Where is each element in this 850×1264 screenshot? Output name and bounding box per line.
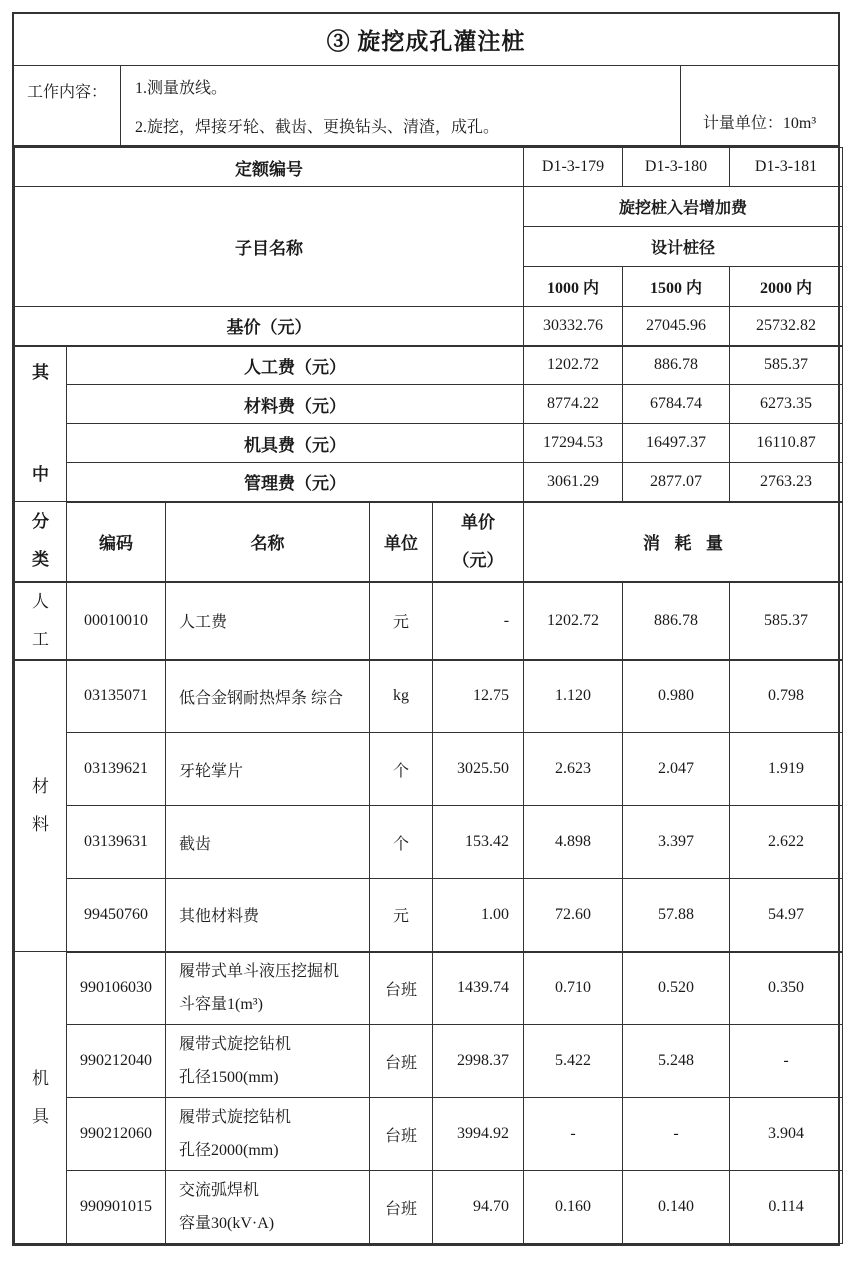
- subitem-group-row: [15, 187, 843, 227]
- base-price-row: [15, 307, 843, 346]
- item-price: 3994.92: [433, 1098, 524, 1171]
- item-spec: 孔径1500(mm): [179, 1069, 279, 1086]
- item-price: 12.75: [433, 660, 524, 733]
- quota-table: [14, 147, 843, 1244]
- item-name-line: 履带式单斗液压挖掘机: [179, 963, 340, 981]
- item-code: 990106030: [67, 952, 166, 1025]
- item-unit: 元: [370, 879, 433, 952]
- breakdown-row-labor: [15, 346, 843, 385]
- machine-row-1: [15, 952, 843, 1025]
- category-material: [15, 660, 67, 952]
- breakdown-row-management: [15, 463, 843, 502]
- material-row-1: [15, 660, 843, 733]
- machine-row-3: [15, 1098, 843, 1171]
- item-spec: 斗容量1(m³): [179, 996, 263, 1014]
- item-consumption: 3.904: [730, 1098, 843, 1171]
- measure-unit-label: 计量单位：: [702, 115, 783, 132]
- machine-row-2: [15, 1025, 843, 1098]
- detail-header-row: [15, 502, 843, 582]
- item-consumption: 5.248: [623, 1025, 730, 1098]
- detail-header-unit: 单位: [370, 502, 433, 582]
- item-spec: 孔径2000(mm): [179, 1142, 279, 1159]
- item-code: 99450760: [67, 879, 166, 952]
- quota-code-2: D1-3-180: [623, 148, 730, 187]
- category-header-char-2: 类: [32, 550, 49, 570]
- work-content-label: 工作内容：: [14, 66, 121, 145]
- breakdown-value: 585.37: [730, 346, 843, 385]
- item-consumption: 1202.72: [524, 582, 623, 660]
- item-consumption: 1.919: [730, 733, 843, 806]
- item-price: 153.42: [433, 806, 524, 879]
- breakdown-label: 管理费（元）: [67, 463, 524, 502]
- quota-code-1: D1-3-179: [524, 148, 623, 187]
- measure-unit: [681, 66, 838, 145]
- item-consumption: 0.798: [730, 660, 843, 733]
- item-consumption: 0.710: [524, 952, 623, 1025]
- breakdown-value: 886.78: [623, 346, 730, 385]
- breakdown-value: 6273.35: [730, 385, 843, 424]
- material-row-4: [15, 879, 843, 952]
- breakdown-value: 8774.22: [524, 385, 623, 424]
- material-char-1: 材: [32, 776, 49, 796]
- breakdown-label: 材料费（元）: [67, 385, 524, 424]
- item-name: 牙轮掌片: [166, 733, 370, 806]
- work-content-row: [14, 66, 838, 147]
- item-name: [166, 952, 370, 1025]
- quota-sheet: [12, 12, 840, 1246]
- item-name: 人工费: [166, 582, 370, 660]
- price-header-line-2: （元）: [452, 550, 504, 570]
- breakdown-label: 人工费（元）: [67, 346, 524, 385]
- item-consumption: 0.350: [730, 952, 843, 1025]
- quota-code-3: D1-3-181: [730, 148, 843, 187]
- breakdown-value: 2877.07: [623, 463, 730, 502]
- item-consumption: 5.422: [524, 1025, 623, 1098]
- breakdown-row-machine: [15, 424, 843, 463]
- material-row-3: [15, 806, 843, 879]
- item-consumption: -: [623, 1098, 730, 1171]
- detail-header-name: 名称: [166, 502, 370, 582]
- breakdown-label: 机具费（元）: [67, 424, 524, 463]
- detail-header-price: [433, 502, 524, 582]
- material-row-2: [15, 733, 843, 806]
- breakdown-value: 17294.53: [524, 424, 623, 463]
- item-consumption: 72.60: [524, 879, 623, 952]
- item-name: [166, 1098, 370, 1171]
- item-consumption: 2.622: [730, 806, 843, 879]
- quota-number-row: [15, 148, 843, 187]
- item-consumption: 0.114: [730, 1171, 843, 1244]
- item-consumption: 2.047: [623, 733, 730, 806]
- breakdown-value: 6784.74: [623, 385, 730, 424]
- breakdown-value: 16497.37: [623, 424, 730, 463]
- item-unit: 台班: [370, 1171, 433, 1244]
- breakdown-char-1: 其: [32, 362, 49, 382]
- item-name: 其他材料费: [166, 879, 370, 952]
- item-name-line: 履带式旋挖钻机: [179, 1109, 292, 1126]
- spec-2: 1500 内: [623, 267, 730, 307]
- category-machine: [15, 952, 67, 1244]
- item-consumption: 0.140: [623, 1171, 730, 1244]
- item-consumption: 886.78: [623, 582, 730, 660]
- item-code: 03139631: [67, 806, 166, 879]
- item-price: 2998.37: [433, 1025, 524, 1098]
- detail-header-consumption: 消耗量: [524, 502, 843, 582]
- category-labor: [15, 582, 67, 660]
- subitem-label: 子目名称: [15, 187, 524, 307]
- labor-row: [15, 582, 843, 660]
- item-name: [166, 1171, 370, 1244]
- pile-diameter-label: 设计桩径: [524, 227, 843, 267]
- item-name: 低合金钢耐热焊条 综合: [166, 660, 370, 733]
- item-code: 03135071: [67, 660, 166, 733]
- item-code: 03139621: [67, 733, 166, 806]
- work-content-text: [121, 66, 681, 145]
- base-price-label: 基价（元）: [15, 307, 524, 346]
- item-name-line: 交流弧焊机: [179, 1182, 260, 1199]
- work-content-line-2: 2.旋挖，焊接牙轮、截齿、更换钻头、清渣，成孔。: [135, 119, 500, 136]
- breakdown-value: 16110.87: [730, 424, 843, 463]
- category-header-char-1: 分: [32, 512, 49, 532]
- item-consumption: 57.88: [623, 879, 730, 952]
- item-code: 990212060: [67, 1098, 166, 1171]
- group-name: 旋挖桩入岩增加费: [524, 187, 843, 227]
- item-unit: 元: [370, 582, 433, 660]
- item-spec: 容量30(kV·A): [179, 1215, 275, 1232]
- measure-unit-value: 10m³: [782, 115, 817, 132]
- spec-3: 2000 内: [730, 267, 843, 307]
- item-unit: 台班: [370, 952, 433, 1025]
- breakdown-row-material: [15, 385, 843, 424]
- item-name: 截齿: [166, 806, 370, 879]
- item-unit: kg: [370, 660, 433, 733]
- item-unit: 个: [370, 806, 433, 879]
- spec-1: 1000 内: [524, 267, 623, 307]
- material-char-2: 料: [32, 814, 49, 834]
- item-name-line: 履带式旋挖钻机: [179, 1036, 292, 1053]
- item-consumption: 4.898: [524, 806, 623, 879]
- machine-row-4: [15, 1171, 843, 1244]
- item-price: 1.00: [433, 879, 524, 952]
- item-consumption: 3.397: [623, 806, 730, 879]
- item-code: 00010010: [67, 582, 166, 660]
- labor-char-2: 工: [32, 629, 49, 649]
- work-content-line-1: 1.测量放线。: [135, 80, 228, 97]
- item-price: 3025.50: [433, 733, 524, 806]
- item-unit: 台班: [370, 1025, 433, 1098]
- item-consumption: 585.37: [730, 582, 843, 660]
- item-consumption: 1.120: [524, 660, 623, 733]
- item-price: 94.70: [433, 1171, 524, 1244]
- sheet-title: ③ 旋挖成孔灌注桩: [14, 14, 838, 66]
- item-unit: 台班: [370, 1098, 433, 1171]
- item-consumption: 0.160: [524, 1171, 623, 1244]
- base-price-value-3: 25732.82: [730, 307, 843, 346]
- item-consumption: 54.97: [730, 879, 843, 952]
- base-price-value-1: 30332.76: [524, 307, 623, 346]
- item-consumption: -: [524, 1098, 623, 1171]
- labor-char-1: 人: [32, 591, 49, 611]
- detail-header-code: 编码: [67, 502, 166, 582]
- detail-header-category: [15, 502, 67, 582]
- item-code: 990212040: [67, 1025, 166, 1098]
- breakdown-char-2: 中: [32, 464, 49, 484]
- machine-char-2: 具: [32, 1106, 49, 1126]
- item-unit: 个: [370, 733, 433, 806]
- item-price: 1439.74: [433, 952, 524, 1025]
- item-consumption: 2.623: [524, 733, 623, 806]
- item-name: [166, 1025, 370, 1098]
- breakdown-value: 2763.23: [730, 463, 843, 502]
- base-price-value-2: 27045.96: [623, 307, 730, 346]
- breakdown-value: 1202.72: [524, 346, 623, 385]
- quota-number-label: 定额编号: [15, 148, 524, 187]
- item-code: 990901015: [67, 1171, 166, 1244]
- machine-char-1: 机: [32, 1068, 49, 1088]
- breakdown-group-label: [15, 346, 67, 502]
- breakdown-value: 3061.29: [524, 463, 623, 502]
- item-consumption: -: [730, 1025, 843, 1098]
- item-price: -: [433, 582, 524, 660]
- item-consumption: 0.520: [623, 952, 730, 1025]
- item-consumption: 0.980: [623, 660, 730, 733]
- price-header-line-1: 单价: [461, 512, 495, 532]
